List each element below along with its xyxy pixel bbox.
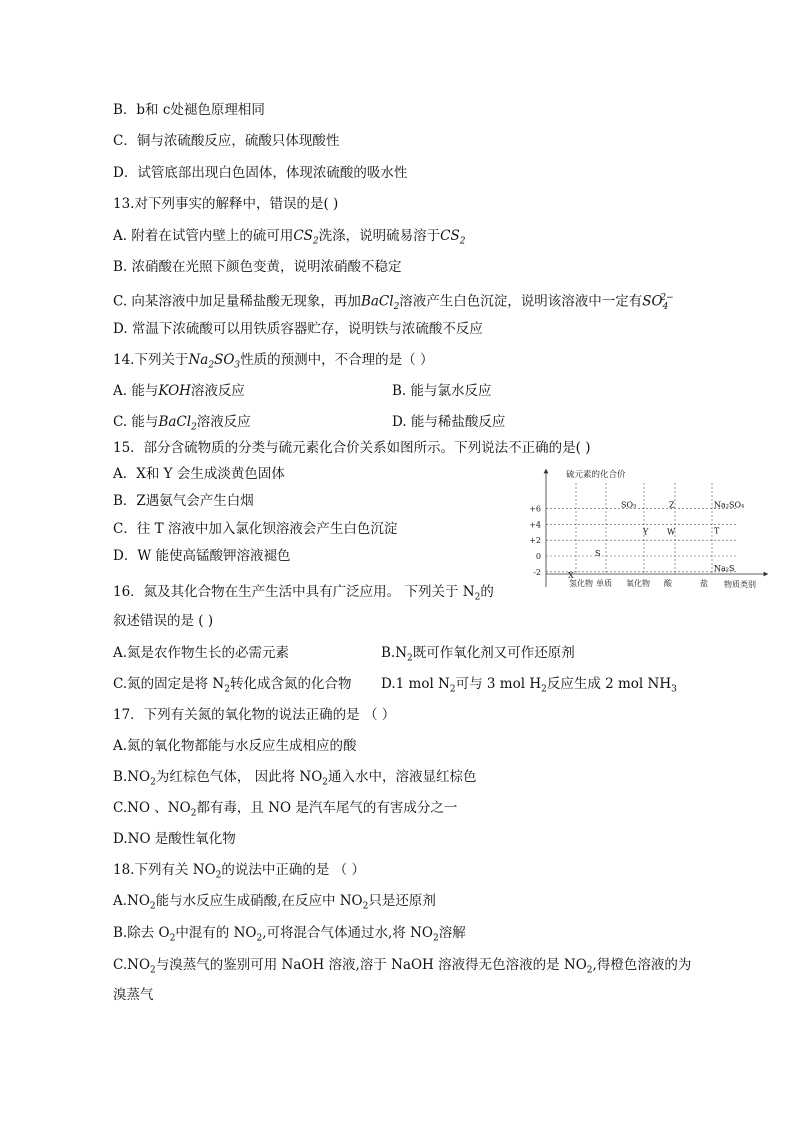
q15-option-b: B．Z遇氨气会产生白烟	[113, 493, 254, 509]
chart-point-label: Y	[643, 527, 649, 537]
q18-option-c: $C.NO_2$与溴蒸气的鉴别可用 NaOH 溶液,溶于 NaOH 溶液得无色溶液的是 $NO_2$,得橙色溶液的为	[113, 957, 692, 976]
sulfur-valence-chart	[522, 465, 772, 595]
y-axis-label: 硫元素的化合价	[566, 470, 626, 480]
q16-option-a: A.氮是农作物生长的必需元素	[113, 645, 290, 661]
q17-option-a: A.氮的氧化物都能与水反应生成相应的酸	[113, 738, 357, 754]
q18-stem: 18.下列有关 $NO_2$的说法中正确的是 （ ）	[113, 862, 365, 881]
q14-stem: 14.下列关于$Na_2SO_3$性质的预测中，不合理的是（ ）	[113, 352, 434, 371]
x-category-label: 盐	[700, 579, 708, 588]
x-category-label: 酸	[664, 579, 672, 588]
q12-option-d: D．试管底部出现白色固体，体现浓硫酸的吸水性	[113, 165, 408, 181]
q16-option-c: C.氮的固定是将 $N_2$转化成含氮的化合物	[113, 676, 352, 695]
x-category-label: 单质	[596, 579, 612, 588]
chart-point-label: SO₃	[621, 500, 637, 510]
y-tick-label: -2	[533, 567, 541, 577]
q15-option-c: C．往 T 溶液中加入氯化钡溶液会产生白色沉淀	[113, 521, 398, 537]
q18-option-c-line2: 溴蒸气	[113, 987, 154, 1003]
q14-option-b: B. 能与氯水反应	[392, 383, 492, 399]
q16-option-b: $B.N_2$既可作氧化剂又可作还原剂	[381, 645, 575, 664]
q17-option-c: C.NO 、$NO_2$都有毒，且 NO 是汽车尾气的有害成分之一	[113, 800, 458, 819]
q18-option-b: B.除去 $O_2$中混有的 $NO_2$,可将混合气体通过水,将 $NO_2$溶解	[113, 925, 466, 944]
x-category-label: 氢化物	[569, 579, 593, 588]
x-category-label: 氧化物	[626, 579, 650, 588]
q13-option-d: D. 常温下浓硫酸可以用铁质容器贮存，说明铁与浓硫酸不反应	[113, 321, 483, 337]
y-tick-label: +6	[529, 504, 541, 514]
q13-option-c: C. 向某溶液中加足量稀盐酸无现象，再加BaCl$_2$溶液产生白色沉淀，说明该溶液中一定有$SO_4^{2-}$	[113, 293, 674, 313]
q13-option-a: A. 附着在试管内壁上的硫可用$CS_2$洗涤，说明硫易溶于$CS_2$	[113, 228, 466, 247]
chart-point-label: X	[568, 570, 574, 580]
q16-stem-line2: 叙述错误的是 ( )	[113, 613, 214, 629]
q12-option-b: B．b和 c处褪色原理相同	[113, 102, 265, 118]
q17-option-d: D.NO 是酸性氧化物	[113, 831, 236, 847]
chart-point-label: Na₂S	[714, 563, 735, 573]
q16-stem-line1: 16．氮及其化合物在生产生活中具有广泛应用。 下列关于 $N_2$的	[113, 584, 494, 603]
q13-option-b: B. 浓硝酸在光照下颜色变黄，说明浓硝酸不稳定	[113, 259, 402, 275]
q15-option-d: D．W 能使高锰酸钾溶液褪色	[113, 548, 291, 564]
x-axis-label: 物质类别	[724, 580, 756, 589]
chart-point-label: T	[714, 526, 720, 536]
q14-option-c: C. 能与BaCl$_2$溶液反应	[113, 414, 251, 433]
y-tick-label: +2	[529, 536, 541, 546]
q16-option-d: D.1 mol $N_2$可与 3 mol $H_2$反应生成 2 mol $NH_3$	[381, 676, 677, 695]
chart-point-label: Na₂SO₄	[714, 500, 745, 510]
y-tick-label: +4	[529, 520, 541, 530]
q18-option-a: $A.NO_2$能与水反应生成硝酸,在反应中 $NO_2$只是还原剂	[113, 893, 436, 912]
q14-option-d: D. 能与稀盐酸反应	[392, 414, 506, 430]
chart-point-label: W	[667, 527, 676, 537]
q15-stem: 15．部分含硫物质的分类与硫元素化合价关系如图所示。下列说法不正确的是( )	[113, 440, 591, 456]
q17-stem: 17．下列有关氮的氧化物的说法正确的是 （ ）	[113, 707, 396, 723]
chart-point-label: S	[595, 549, 601, 558]
chart-point-label: Z	[669, 500, 675, 510]
q17-option-b: $B.NO_2$为红棕色气体， 因此将 $NO_2$通入水中，溶液显红棕色	[113, 769, 477, 788]
q14-option-a: A. 能与KOH溶液反应	[113, 383, 245, 399]
q13-stem: 13.对下列事实的解释中，错误的是( )	[113, 196, 339, 212]
q12-option-c: C．铜与浓硫酸反应，硫酸只体现酸性	[113, 133, 340, 149]
y-tick-label: 0	[535, 552, 541, 561]
q15-option-a: A．X和 Y 会生成淡黄色固体	[113, 466, 285, 482]
